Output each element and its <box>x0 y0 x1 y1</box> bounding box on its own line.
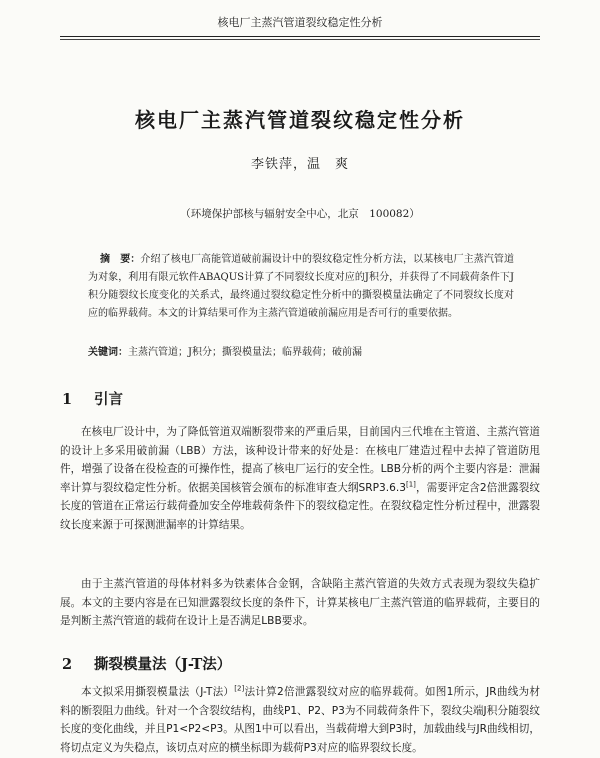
section-heading-introduction <box>62 388 532 409</box>
keywords-text: 主蒸汽管道；J积分；撕裂模量法；临界载荷；破前漏 <box>128 347 363 358</box>
section-title: 引言 <box>94 391 123 408</box>
paragraph-text: 由于主蒸汽管道的母体材料多为铁素体合金钢，含缺陷主蒸汽管道的失效方式表现为裂纹失稳扩展。本文的主要内容是在已知泄露裂纹长度的条件下，计算某核电厂主蒸汽管道的临界载荷，主要目的是判断主蒸汽管道的载荷在设计上是否满足LBB要求。 <box>60 578 540 628</box>
paper-title: 核电厂主蒸汽管道裂纹稳定性分析 <box>135 108 465 132</box>
citation: [1] <box>405 480 416 489</box>
abstract-label: 摘 要： <box>100 254 141 265</box>
paragraph-text: 在核电厂设计中，为了降低管道双端断裂带来的严重后果，目前国内三代堆在主管道、主蒸汽管道的设计上多采用破前漏（LBB）方法，该种设计带来的好处是：在核电厂建造过程中去掉了管道防甩件，增强了设备在役检查的可操作性，提高了核电厂运行的安全性。LBB分析的两个主要内容是：泄漏率计算与裂纹稳定性分析。依据美国核管会颁布的标准审查大纲SRP3.6.3 <box>60 426 540 494</box>
authors: 李铁萍，温 爽 <box>250 157 349 172</box>
citation: [2] <box>234 684 245 693</box>
paragraph-text: 法计算2倍泄露裂纹对应的临界载荷。如图1所示，JR曲线为材料的断裂阻力曲线。针对一个含裂纹结构，曲线P1、P2、P3为不同载荷条件下，裂纹尖端J积分随裂纹长度的变化曲线，并且P1<P2<P3。从图1中可以看出，当载荷增大到P3时，加载曲线与JR曲线相切，将切点定义为失稳点，该切点对应的横坐标即为载荷P3对应的临界裂纹长度。 <box>60 686 540 754</box>
section-number: 2 <box>62 656 73 673</box>
body-paragraph <box>60 683 540 757</box>
keywords <box>88 344 514 362</box>
body-paragraph <box>60 423 540 535</box>
abstract-text: 介绍了核电厂高能管道破前漏设计中的裂纹稳定性分析方法，以某核电厂主蒸汽管道为对象，利用有限元软件ABAQUS计算了不同裂纹长度对应的J积分，并获得了不同载荷条件下J积分随裂纹长度变化的关系式，最终通过裂纹稳定性分析中的撕裂模量法确定了不同裂纹长度对应的临界载荷。本文的计算结果可作为主蒸汽管道破前漏应用是否可行的重要依据。 <box>88 254 515 319</box>
header-rule <box>60 36 540 37</box>
paragraph-text: 本文拟采用撕裂模量法（J-T法） <box>81 686 235 698</box>
section-number: 1 <box>62 391 73 408</box>
abstract <box>88 251 514 323</box>
section-title: 撕裂模量法（J-T法） <box>94 656 232 673</box>
paragraph-text: ，需要评定含2倍泄露裂纹长度的管道在正常运行载荷叠加安全停堆载荷条件下的裂纹稳定性。在裂纹稳定性分析过程中，泄露裂纹长度来源于可探测泄漏率的计算结果。 <box>60 481 540 531</box>
body-paragraph <box>60 575 540 631</box>
header-rule-thin <box>60 39 540 40</box>
running-head: 核电厂主蒸汽管道裂纹稳定性分析 <box>217 16 383 29</box>
keywords-label: 关键词： <box>88 347 128 358</box>
affiliation: （环境保护部核与辐射安全中心，北京 100082） <box>180 208 420 220</box>
section-heading-jt-method <box>62 653 532 674</box>
